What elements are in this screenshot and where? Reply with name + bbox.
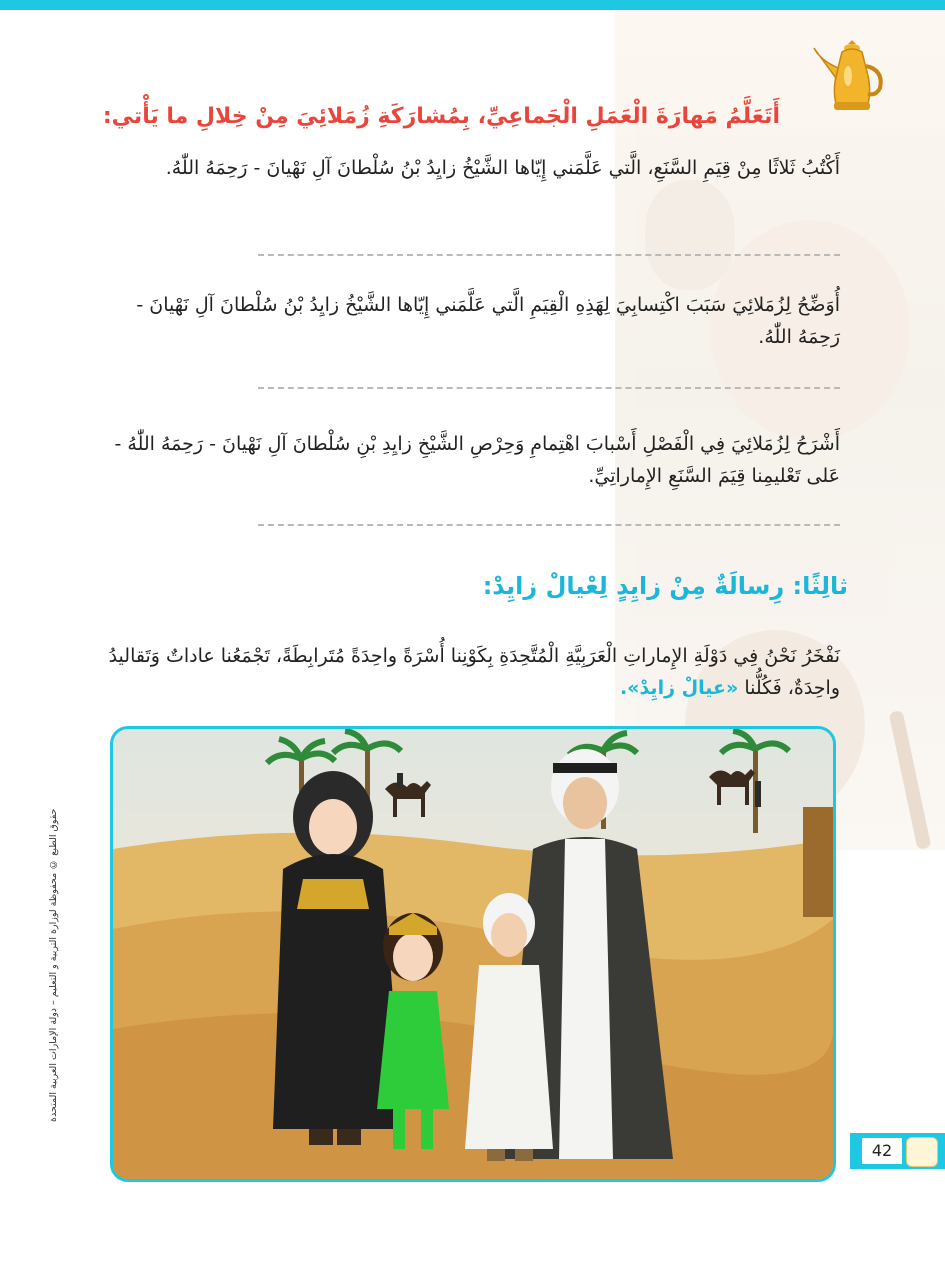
task-3-text: أَشْرَحُ لِزُمَلائِيَ فِي الْفَصْلِ أَسْبابَ اهْتِمامِ وَحِرْصِ الشَّيْخِ زايِدِ بْنِ سُلْطانَ آلِ نَهْيانَ - رَحِمَهُ اللّٰهُ - عَلى تَعْليمِنا قِيَمَ السَّنَعِ الإِماراتِيِّ. [114,433,840,487]
camel-rider-icon [385,773,431,817]
top-accent-bar [0,0,945,10]
answer-line-2[interactable] [258,387,840,389]
task-2-text: أُوَضِّحُ لِزُمَلائِيَ سَبَبَ اكْتِسابِيَ لِهَذِهِ الْقِيَمِ الَّتي عَلَّمَني إِيّاها الشَّيْخُ زايِدُ بْنُ سُلْطانَ آلِ نَهْيانَ - رَحِمَهُ اللّٰهُ. [136,294,840,348]
page-number: 42 [862,1138,902,1164]
task-1-text: أَكْتُبُ ثَلاثًا مِنْ قِيَمِ السَّنَعِ، الَّتي عَلَّمَني إِيّاها الشَّيْخُ زايِدُ بْنُ سُلْطانَ آلِ نَهْيانَ - رَحِمَهُ اللّٰهُ. [165,157,840,179]
activity-heading: أَتَعَلَّمُ مَهارَةَ الْعَمَلِ الْجَماعِيِّ، بِمُشارَكَةِ زُمَلائِيَ مِنْ خِلالِ ما يَأْتي: [102,104,780,129]
background-cane [889,710,932,850]
answer-line-1[interactable] [258,254,840,256]
book-logo-icon [906,1137,938,1167]
section-3-highlight: «عيالْ زايِدْ». [619,677,739,699]
answer-line-3[interactable] [258,524,840,526]
section-3-paragraph-text: نَفْخَرُ نَحْنُ فِي دَوْلَةِ الإِماراتِ الْعَرَبِيَّةِ الْمُتَّحِدَةِ بِكَوْنِنا أُسْرَةً واحِدَةً مُتَرابِطَةً، تَجْمَعُنا عاداتٌ وَتَقاليدُ واحِدَةٌ، فَكُلُّنا [108,645,840,699]
dallah-coffee-pot-icon [810,38,895,123]
tent-icon [803,807,833,917]
family-illustration [110,726,836,1182]
desert-family-scene [113,729,833,1179]
section-3-paragraph [95,640,840,704]
section-3-heading: ثالِثًا: رِسالَةٌ مِنْ زايِدٍ لِعْيالْ زايِدْ: [482,572,848,600]
copyright-notice: حقوق الطبع © محفوظة لوزارة التربية و التعليم – دولة الإمارات العربية المتحدة [48,808,59,1122]
background-child-figure [645,180,735,290]
